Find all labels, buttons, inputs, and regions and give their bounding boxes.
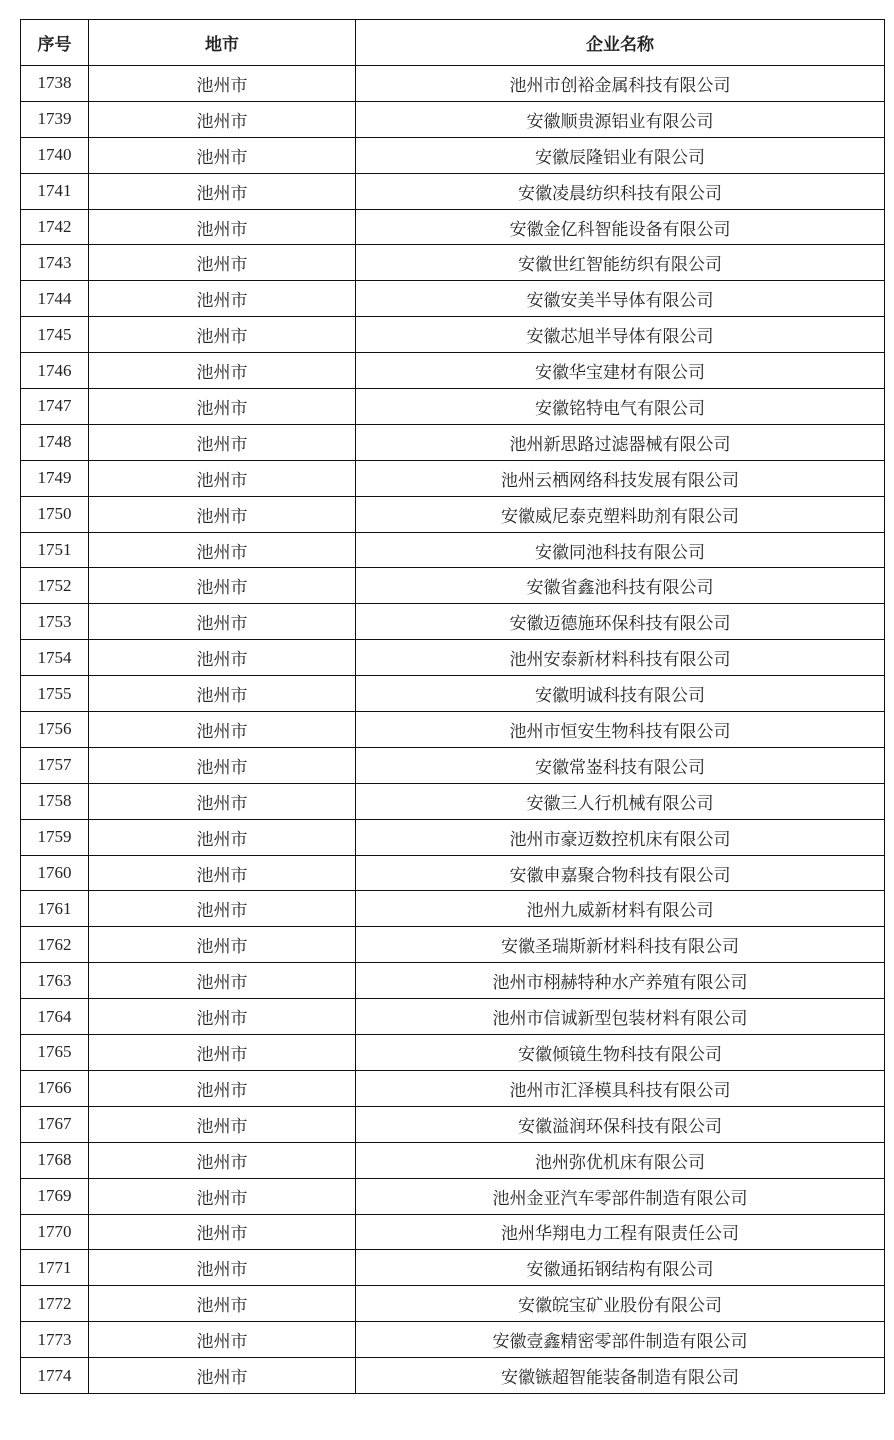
table-row [21,496,885,532]
cell-index: 1759 [21,819,89,855]
cell-index: 1760 [21,855,89,891]
cell-company-name: 安徽明诚科技有限公司 [356,676,885,712]
table-row [21,1214,885,1250]
cell-company-name: 安徽三人行机械有限公司 [356,783,885,819]
table-row [21,353,885,389]
cell-city: 池州市 [89,317,356,353]
cell-index: 1740 [21,137,89,173]
table-row [21,1070,885,1106]
cell-city: 池州市 [89,1214,356,1250]
table-row [21,389,885,425]
cell-index: 1771 [21,1250,89,1286]
table-row [21,245,885,281]
table-row [21,604,885,640]
table-row [21,712,885,748]
cell-city: 池州市 [89,1286,356,1322]
table-row [21,855,885,891]
cell-company-name: 安徽镞超智能装备制造有限公司 [356,1358,885,1394]
cell-index: 1765 [21,1035,89,1071]
cell-index: 1749 [21,460,89,496]
cell-city: 池州市 [89,1250,356,1286]
cell-company-name: 安徽顺贵源铝业有限公司 [356,101,885,137]
table-row [21,281,885,317]
cell-index: 1743 [21,245,89,281]
table-row [21,891,885,927]
cell-city: 池州市 [89,676,356,712]
cell-city: 池州市 [89,1070,356,1106]
cell-city: 池州市 [89,209,356,245]
cell-company-name: 池州市豪迈数控机床有限公司 [356,819,885,855]
cell-company-name: 安徽常崟科技有限公司 [356,747,885,783]
header-company-name: 企业名称 [356,20,885,66]
cell-index: 1764 [21,999,89,1035]
cell-city: 池州市 [89,855,356,891]
cell-city: 池州市 [89,712,356,748]
cell-index: 1747 [21,389,89,425]
cell-company-name: 池州金亚汽车零部件制造有限公司 [356,1178,885,1214]
cell-index: 1751 [21,532,89,568]
cell-company-name: 安徽壹鑫精密零部件制造有限公司 [356,1322,885,1358]
cell-company-name: 安徽溢润环保科技有限公司 [356,1106,885,1142]
cell-company-name: 池州市栩赫特种水产养殖有限公司 [356,963,885,999]
cell-city: 池州市 [89,1322,356,1358]
cell-city: 池州市 [89,819,356,855]
cell-index: 1744 [21,281,89,317]
cell-index: 1752 [21,568,89,604]
cell-company-name: 安徽同池科技有限公司 [356,532,885,568]
cell-city: 池州市 [89,927,356,963]
cell-company-name: 池州华翔电力工程有限责任公司 [356,1214,885,1250]
cell-company-name: 安徽安美半导体有限公司 [356,281,885,317]
cell-city: 池州市 [89,1142,356,1178]
cell-city: 池州市 [89,999,356,1035]
cell-city: 池州市 [89,101,356,137]
cell-city: 池州市 [89,424,356,460]
header-index: 序号 [21,20,89,66]
cell-company-name: 安徽申嘉聚合物科技有限公司 [356,855,885,891]
cell-company-name: 安徽凌晨纺织科技有限公司 [356,173,885,209]
cell-company-name: 池州市创裕金属科技有限公司 [356,66,885,102]
table-row [21,1322,885,1358]
cell-city: 池州市 [89,137,356,173]
cell-city: 池州市 [89,245,356,281]
table-row [21,963,885,999]
cell-city: 池州市 [89,1035,356,1071]
table-row [21,66,885,102]
cell-company-name: 池州市信诚新型包装材料有限公司 [356,999,885,1035]
header-city: 地市 [89,20,356,66]
table-row [21,424,885,460]
cell-city: 池州市 [89,963,356,999]
table-row [21,1358,885,1394]
cell-index: 1739 [21,101,89,137]
cell-company-name: 安徽圣瑞斯新材料科技有限公司 [356,927,885,963]
cell-company-name: 安徽威尼泰克塑料助剂有限公司 [356,496,885,532]
cell-index: 1741 [21,173,89,209]
cell-company-name: 安徽铭特电气有限公司 [356,389,885,425]
cell-index: 1770 [21,1214,89,1250]
table-row [21,1142,885,1178]
table-row [21,101,885,137]
cell-company-name: 安徽迈德施环保科技有限公司 [356,604,885,640]
cell-index: 1755 [21,676,89,712]
cell-city: 池州市 [89,389,356,425]
table-row [21,173,885,209]
cell-index: 1763 [21,963,89,999]
cell-company-name: 池州弥优机床有限公司 [356,1142,885,1178]
table-row [21,1035,885,1071]
cell-city: 池州市 [89,173,356,209]
table-row [21,640,885,676]
cell-index: 1767 [21,1106,89,1142]
cell-city: 池州市 [89,568,356,604]
cell-index: 1746 [21,353,89,389]
cell-city: 池州市 [89,281,356,317]
cell-index: 1742 [21,209,89,245]
cell-city: 池州市 [89,891,356,927]
table-row [21,460,885,496]
cell-company-name: 安徽金亿科智能设备有限公司 [356,209,885,245]
cell-city: 池州市 [89,532,356,568]
cell-company-name: 安徽省鑫池科技有限公司 [356,568,885,604]
table-row [21,819,885,855]
table-row [21,137,885,173]
cell-company-name: 安徽辰隆铝业有限公司 [356,137,885,173]
cell-company-name: 安徽通拓钢结构有限公司 [356,1250,885,1286]
cell-index: 1748 [21,424,89,460]
cell-city: 池州市 [89,496,356,532]
cell-city: 池州市 [89,1358,356,1394]
cell-index: 1758 [21,783,89,819]
cell-city: 池州市 [89,640,356,676]
cell-company-name: 池州市恒安生物科技有限公司 [356,712,885,748]
cell-city: 池州市 [89,747,356,783]
cell-index: 1772 [21,1286,89,1322]
table-row [21,747,885,783]
cell-index: 1756 [21,712,89,748]
cell-company-name: 池州九威新材料有限公司 [356,891,885,927]
cell-city: 池州市 [89,353,356,389]
cell-index: 1754 [21,640,89,676]
enterprise-table [20,19,885,1394]
cell-company-name: 池州安泰新材料科技有限公司 [356,640,885,676]
table-row [21,1250,885,1286]
table-row [21,999,885,1035]
cell-company-name: 安徽皖宝矿业股份有限公司 [356,1286,885,1322]
cell-index: 1773 [21,1322,89,1358]
table-row [21,783,885,819]
cell-index: 1774 [21,1358,89,1394]
cell-city: 池州市 [89,460,356,496]
cell-company-name: 池州市汇泽模具科技有限公司 [356,1070,885,1106]
cell-city: 池州市 [89,1178,356,1214]
table-header-row [21,20,885,66]
cell-company-name: 池州新思路过滤器械有限公司 [356,424,885,460]
table-row [21,676,885,712]
cell-index: 1762 [21,927,89,963]
cell-city: 池州市 [89,783,356,819]
table-row [21,927,885,963]
cell-company-name: 安徽华宝建材有限公司 [356,353,885,389]
cell-city: 池州市 [89,66,356,102]
table-row [21,532,885,568]
cell-index: 1745 [21,317,89,353]
cell-company-name: 安徽倾镜生物科技有限公司 [356,1035,885,1071]
cell-index: 1757 [21,747,89,783]
cell-city: 池州市 [89,604,356,640]
table-row [21,317,885,353]
cell-city: 池州市 [89,1106,356,1142]
cell-index: 1768 [21,1142,89,1178]
cell-company-name: 池州云栖网络科技发展有限公司 [356,460,885,496]
table-row [21,209,885,245]
cell-index: 1750 [21,496,89,532]
cell-index: 1738 [21,66,89,102]
table-row [21,1106,885,1142]
cell-index: 1769 [21,1178,89,1214]
cell-index: 1766 [21,1070,89,1106]
table-row [21,1178,885,1214]
cell-company-name: 安徽世红智能纺织有限公司 [356,245,885,281]
table-row [21,1286,885,1322]
table-row [21,568,885,604]
cell-index: 1753 [21,604,89,640]
cell-company-name: 安徽芯旭半导体有限公司 [356,317,885,353]
cell-index: 1761 [21,891,89,927]
